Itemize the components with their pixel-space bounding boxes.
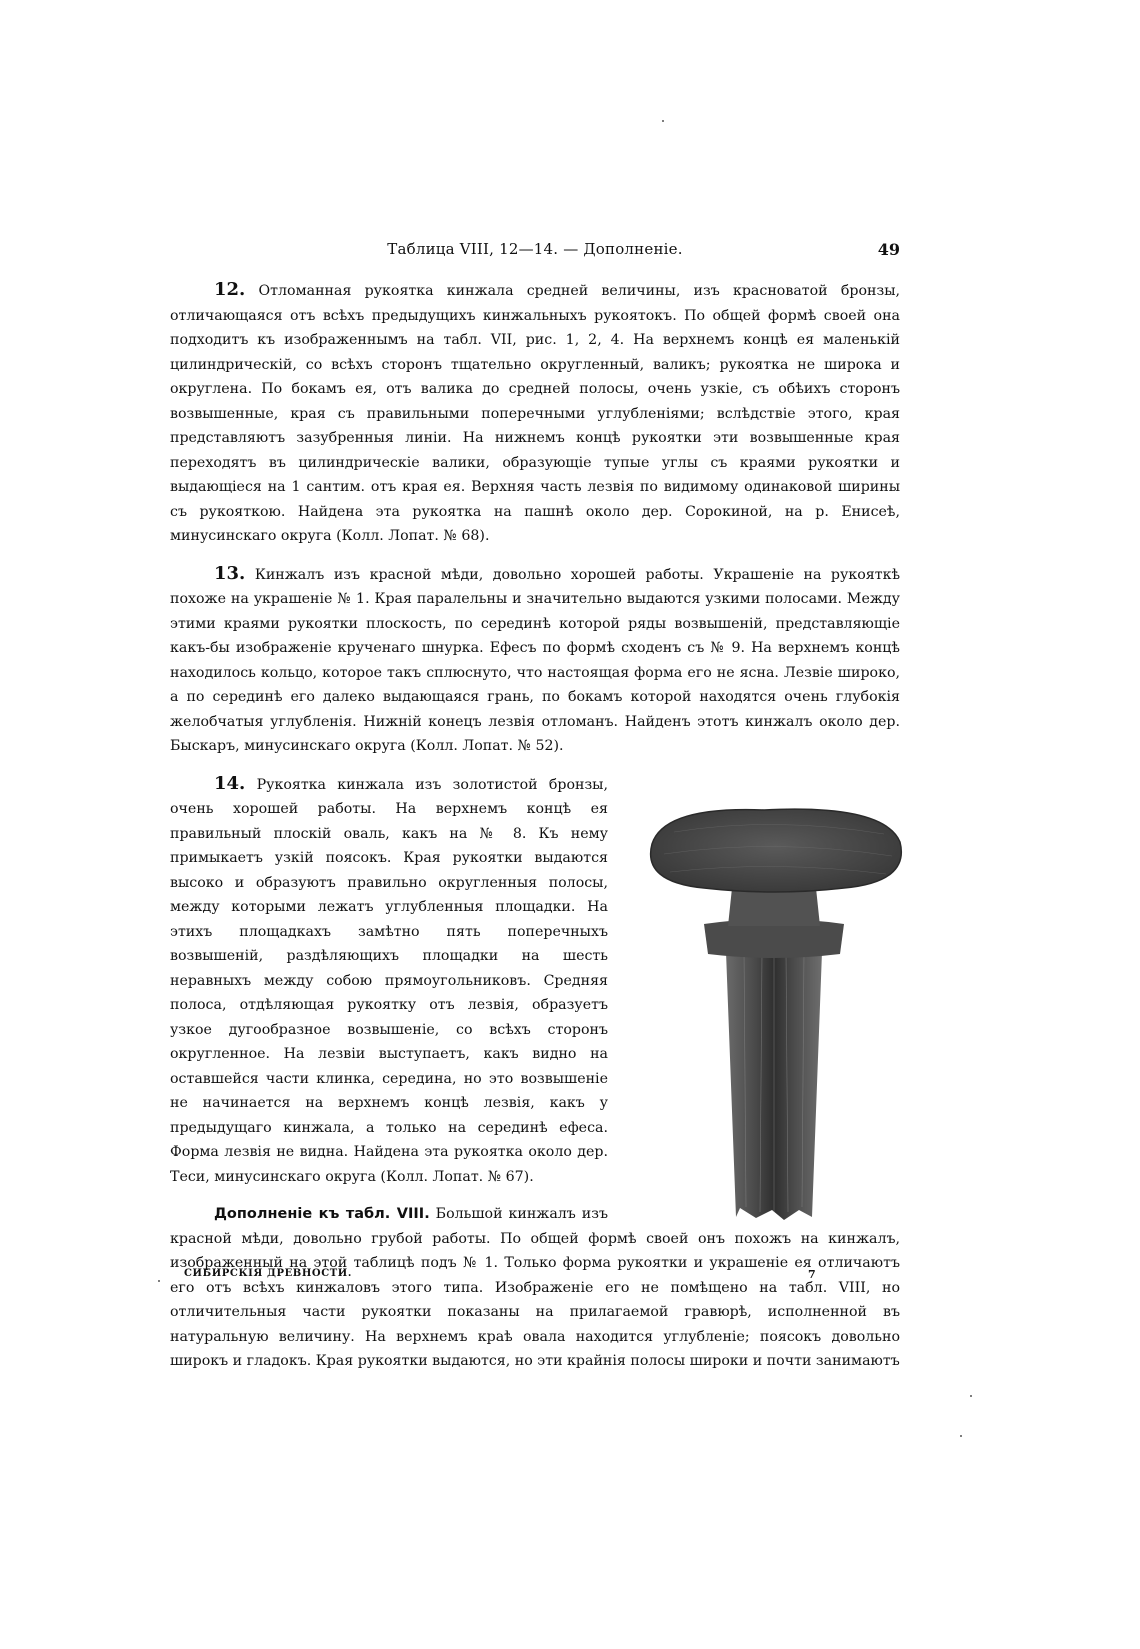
scan-speck: [960, 1435, 962, 1437]
page-footer: [170, 1268, 900, 1288]
addendum-label: Дополненiе къ табл. VIII.: [214, 1206, 430, 1222]
section-text: Кинжалъ изъ красной мѣди, довольно хорошей работы. Украшенiе на рукояткѣ похоже на украшенiе № 1. Края паралельны и значительно выдаются узкими полосами. Между этими краями рукоятки плоскость, по серединѣ которой ряды возвышенiй, представляющiе какъ-бы изображенiе крученаго шнурка. Ефесъ по формѣ сходенъ съ № 9. На верхнемъ концѣ находилось кольцо, которое такъ сплюснуто, что настоящая форма его не ясна. Лезвiе широко, а по серединѣ его далеко выдающаяся грань, по бокамъ которой находятся очень глубокiя желобчатыя углубленiя. Нижнiй конецъ лезвiя отломанъ. Найденъ этотъ кинжалъ около дер. Быскаръ, минусинскаго округа (Колл. Лопат. № 52).: [170, 566, 900, 754]
page-header: [170, 240, 900, 268]
addendum-text: Большой кинжалъ изъ красной мѣди, довольно грубой работы. По общей формѣ своей онъ похожъ на кинжалъ, изображенный на этой таблицѣ подъ № 1. Только форма рукоятки и украшенiе ея отличаютъ его отъ всѣхъ кинжаловъ этого типа. Изображенiе его не помѣщено на табл. VIII, но отличительныя части рукоятки показаны на прилагаемой гравюрѣ, исполненной въ натуральную величину. На верхнемъ краѣ овала находится углубленiе; поясокъ довольно широкъ и гладокъ. Края рукоятки выдаются, но эти крайнiя полосы широки и почти занимаютъ: [170, 1206, 900, 1369]
dagger-grip: [728, 888, 820, 926]
section-number: 13.: [214, 562, 246, 584]
section-13: [170, 562, 900, 759]
body-text: [170, 278, 900, 1387]
dagger-pommel: [651, 809, 902, 892]
signature-mark: СИБИРСКIЯ ДРЕВНОСТИ.: [184, 1268, 352, 1279]
section-number: 12.: [214, 279, 246, 300]
section-text: Отломанная рукоятка кинжала средней величины, изъ красноватой бронзы, отличающаяся отъ всѣхъ предыдущихъ кинжальныхъ рукоятокъ. По общей формѣ своей она подходитъ къ изображеннымъ на табл. VII, рис. 1, 2, 4. На верхнемъ концѣ ея маленькiй цилиндрическiй, со всѣхъ сторонъ тщательно округленный, валикъ; рукоятка не широка и округлена. По бокамъ ея, отъ валика до средней полосы, очень узкiе, съ обѣихъ сторонъ возвышенные, края съ правильными поперечными углубленiями; вслѣдствiе этого, края представляютъ зазубренныя линiи. На нижнемъ концѣ рукоятки эти возвышенные края переходятъ въ цилиндрическiе валики, образующiе тупые углы съ краями рукоятки и выдающiеся на 1 сантим. отъ края ея. Верхняя часть лезвiя по видимому одинаковой ширины съ рукояткою. Найдена эта рукоятка на пашнѣ около дер. Сорокиной, на р. Енисеѣ, минусинскаго округа (Колл. Лопат. № 68).: [170, 283, 900, 544]
scan-speck: [970, 1395, 972, 1397]
sheet-number: 7: [808, 1268, 816, 1281]
section-12: [170, 278, 900, 549]
scan-speck: [158, 1280, 160, 1282]
scan-speck: [662, 120, 664, 122]
page-number: 49: [877, 240, 900, 259]
dagger-engraving-icon: [634, 802, 914, 1222]
section-number: 14.: [214, 772, 246, 794]
running-head: Таблица VIII, 12—14. — Дополненiе.: [387, 240, 683, 258]
dagger-engraving-figure: [634, 802, 914, 1222]
section-text: Рукоятка кинжала изъ золотистой бронзы, очень хорошей работы. На верхнемъ концѣ ея правильный плоскiй оваль, какъ на № 8. Къ нему примыкаетъ узкiй поясокъ. Края рукоятки выдаются высоко и образуютъ правильно округленныя полосы, между которыми лежатъ углубленныя площадки. На этихъ площадкахъ замѣтно пять поперечныхъ возвышенiй, раздѣляющихъ площадки на шесть неравныхъ между собою прямоугольниковъ. Средняя полоса, отдѣляющая рукоятку отъ лезвiя, образуетъ узкое дугообразное возвышенiе, со всѣхъ сторонъ округленное. На лезвiи выступаетъ, какъ видно на оставшейся части клинка, середина, но это возвышенiе не начинается на верхнемъ концѣ лезвiя, какъ у предыдущаго кинжала, а только на серединѣ ефеса. Форма лезвiя не видна. Найдена эта рукоятка около дер. Теси, минусинскаго округа (Колл. Лопат. № 67).: [170, 776, 608, 1185]
